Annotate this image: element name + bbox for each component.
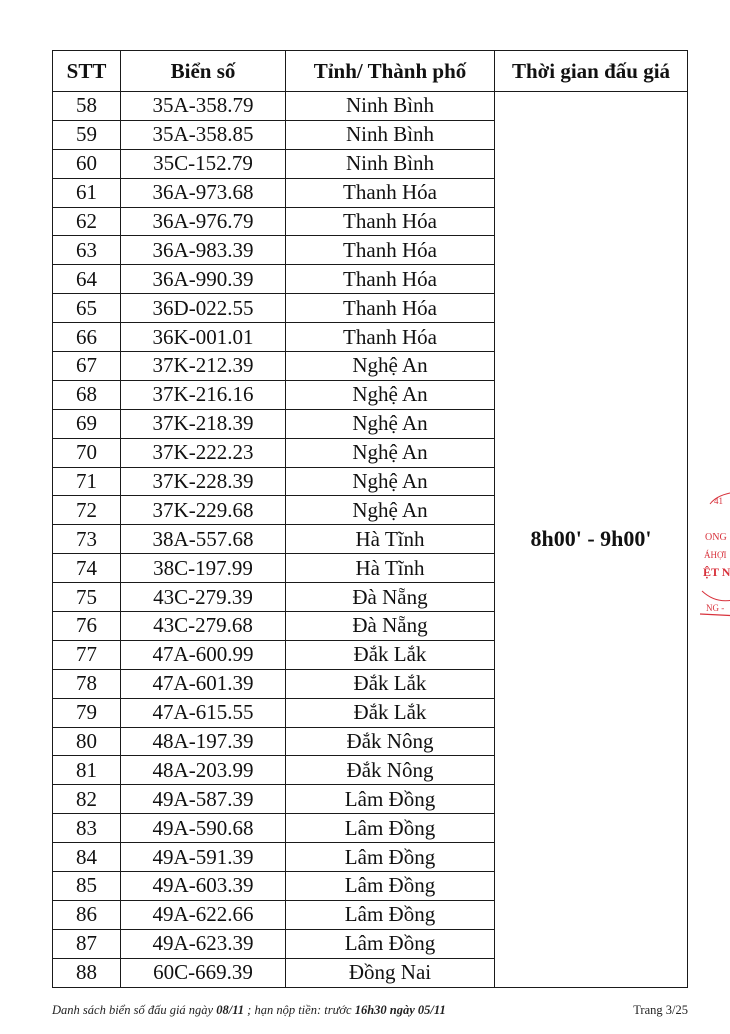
province-cell: Nghệ An — [286, 438, 495, 467]
province-cell: Đắk Nông — [286, 727, 495, 756]
province-cell: Nghệ An — [286, 409, 495, 438]
stt-cell: 67 — [53, 352, 121, 381]
stt-cell: 63 — [53, 236, 121, 265]
stt-cell: 79 — [53, 698, 121, 727]
province-cell: Nghệ An — [286, 496, 495, 525]
province-cell: Thanh Hóa — [286, 178, 495, 207]
plate-cell: 49A-623.39 — [121, 929, 286, 958]
province-cell: Lâm Đồng — [286, 872, 495, 901]
province-cell: Ninh Bình — [286, 92, 495, 121]
stt-cell: 58 — [53, 92, 121, 121]
province-cell: Lâm Đồng — [286, 900, 495, 929]
plate-cell: 35C-152.79 — [121, 149, 286, 178]
footer-middle: ; hạn nộp tiền: trước — [244, 1003, 355, 1017]
plate-cell: 36A-973.68 — [121, 178, 286, 207]
stamp-text-1: 41 — [714, 496, 723, 506]
province-cell: Đồng Nai — [286, 958, 495, 987]
red-stamp-partial — [700, 488, 730, 618]
province-cell: Thanh Hóa — [286, 265, 495, 294]
plate-cell: 38C-197.99 — [121, 554, 286, 583]
plate-cell: 37K-229.68 — [121, 496, 286, 525]
stt-cell: 70 — [53, 438, 121, 467]
stamp-text-3: ÁHỢI — [704, 550, 727, 560]
stt-cell: 60 — [53, 149, 121, 178]
header-plate: Biển số — [121, 51, 286, 92]
province-cell: Đắk Lắk — [286, 669, 495, 698]
province-cell: Lâm Đồng — [286, 929, 495, 958]
stt-cell: 83 — [53, 814, 121, 843]
stt-cell: 65 — [53, 294, 121, 323]
auction-time-cell: 8h00' - 9h00' — [495, 92, 688, 988]
plate-cell: 36A-983.39 — [121, 236, 286, 265]
province-cell: Ninh Bình — [286, 149, 495, 178]
plate-cell: 43C-279.39 — [121, 583, 286, 612]
province-cell: Hà Tĩnh — [286, 525, 495, 554]
province-cell: Thanh Hóa — [286, 323, 495, 352]
header-stt: STT — [53, 51, 121, 92]
province-cell: Lâm Đồng — [286, 843, 495, 872]
stt-cell: 84 — [53, 843, 121, 872]
header-auction-time: Thời gian đấu giá — [495, 51, 688, 92]
province-cell: Đà Nẵng — [286, 583, 495, 612]
stt-cell: 62 — [53, 207, 121, 236]
plate-cell: 49A-622.66 — [121, 900, 286, 929]
header-province: Tỉnh/ Thành phố — [286, 51, 495, 92]
province-cell: Thanh Hóa — [286, 236, 495, 265]
plate-cell: 38A-557.68 — [121, 525, 286, 554]
province-cell: Lâm Đồng — [286, 785, 495, 814]
plate-cell: 37K-218.39 — [121, 409, 286, 438]
stt-cell: 81 — [53, 756, 121, 785]
stt-cell: 75 — [53, 583, 121, 612]
plate-cell: 48A-197.39 — [121, 727, 286, 756]
plate-cell: 36A-976.79 — [121, 207, 286, 236]
province-cell: Nghệ An — [286, 380, 495, 409]
footer-date: 08/11 — [216, 1003, 245, 1017]
stt-cell: 85 — [53, 872, 121, 901]
page-number: Trang 3/25 — [633, 1003, 688, 1017]
province-cell: Đắk Nông — [286, 756, 495, 785]
stt-cell: 76 — [53, 612, 121, 641]
stamp-text-4: ỆT N — [703, 565, 730, 579]
stt-cell: 66 — [53, 323, 121, 352]
province-cell: Nghệ An — [286, 467, 495, 496]
stt-cell: 69 — [53, 409, 121, 438]
stt-cell: 88 — [53, 958, 121, 987]
footer-deadline: 16h30 ngày 05/11 — [354, 1003, 446, 1017]
plate-cell: 35A-358.79 — [121, 92, 286, 121]
stt-cell: 78 — [53, 669, 121, 698]
stt-cell: 64 — [53, 265, 121, 294]
province-cell: Nghệ An — [286, 352, 495, 381]
stt-cell: 87 — [53, 929, 121, 958]
stt-cell: 73 — [53, 525, 121, 554]
footer-prefix: Danh sách biển số đấu giá ngày — [52, 1003, 217, 1017]
plate-cell: 37K-212.39 — [121, 352, 286, 381]
plate-cell: 49A-603.39 — [121, 872, 286, 901]
plate-cell: 49A-587.39 — [121, 785, 286, 814]
plate-cell: 60C-669.39 — [121, 958, 286, 987]
plate-cell: 47A-615.55 — [121, 698, 286, 727]
table-body — [53, 92, 688, 988]
stt-cell: 59 — [53, 120, 121, 149]
stt-cell: 82 — [53, 785, 121, 814]
plate-cell: 48A-203.99 — [121, 756, 286, 785]
province-cell: Thanh Hóa — [286, 294, 495, 323]
province-cell: Đà Nẵng — [286, 612, 495, 641]
table-header-row — [53, 51, 688, 92]
plate-cell: 49A-591.39 — [121, 843, 286, 872]
plate-cell: 43C-279.68 — [121, 612, 286, 641]
stamp-text-5: NG - — [706, 603, 725, 613]
plate-cell: 37K-222.23 — [121, 438, 286, 467]
province-cell: Thanh Hóa — [286, 207, 495, 236]
plate-cell: 47A-600.99 — [121, 640, 286, 669]
page-footer — [52, 1003, 688, 1018]
stt-cell: 68 — [53, 380, 121, 409]
plate-cell: 36K-001.01 — [121, 323, 286, 352]
stt-cell: 71 — [53, 467, 121, 496]
province-cell: Đắk Lắk — [286, 698, 495, 727]
stt-cell: 77 — [53, 640, 121, 669]
plate-cell: 35A-358.85 — [121, 120, 286, 149]
stt-cell: 80 — [53, 727, 121, 756]
stt-cell: 74 — [53, 554, 121, 583]
stamp-text-2: ONG — [705, 532, 727, 543]
stt-cell: 72 — [53, 496, 121, 525]
province-cell: Ninh Bình — [286, 120, 495, 149]
stt-cell: 86 — [53, 900, 121, 929]
plate-cell: 37K-216.16 — [121, 380, 286, 409]
plate-cell: 36D-022.55 — [121, 294, 286, 323]
province-cell: Hà Tĩnh — [286, 554, 495, 583]
stt-cell: 61 — [53, 178, 121, 207]
plate-cell: 37K-228.39 — [121, 467, 286, 496]
plate-cell: 36A-990.39 — [121, 265, 286, 294]
plate-cell: 49A-590.68 — [121, 814, 286, 843]
plate-cell: 47A-601.39 — [121, 669, 286, 698]
plate-auction-table — [52, 50, 688, 988]
table-row — [53, 92, 688, 121]
province-cell: Lâm Đồng — [286, 814, 495, 843]
province-cell: Đắk Lắk — [286, 640, 495, 669]
